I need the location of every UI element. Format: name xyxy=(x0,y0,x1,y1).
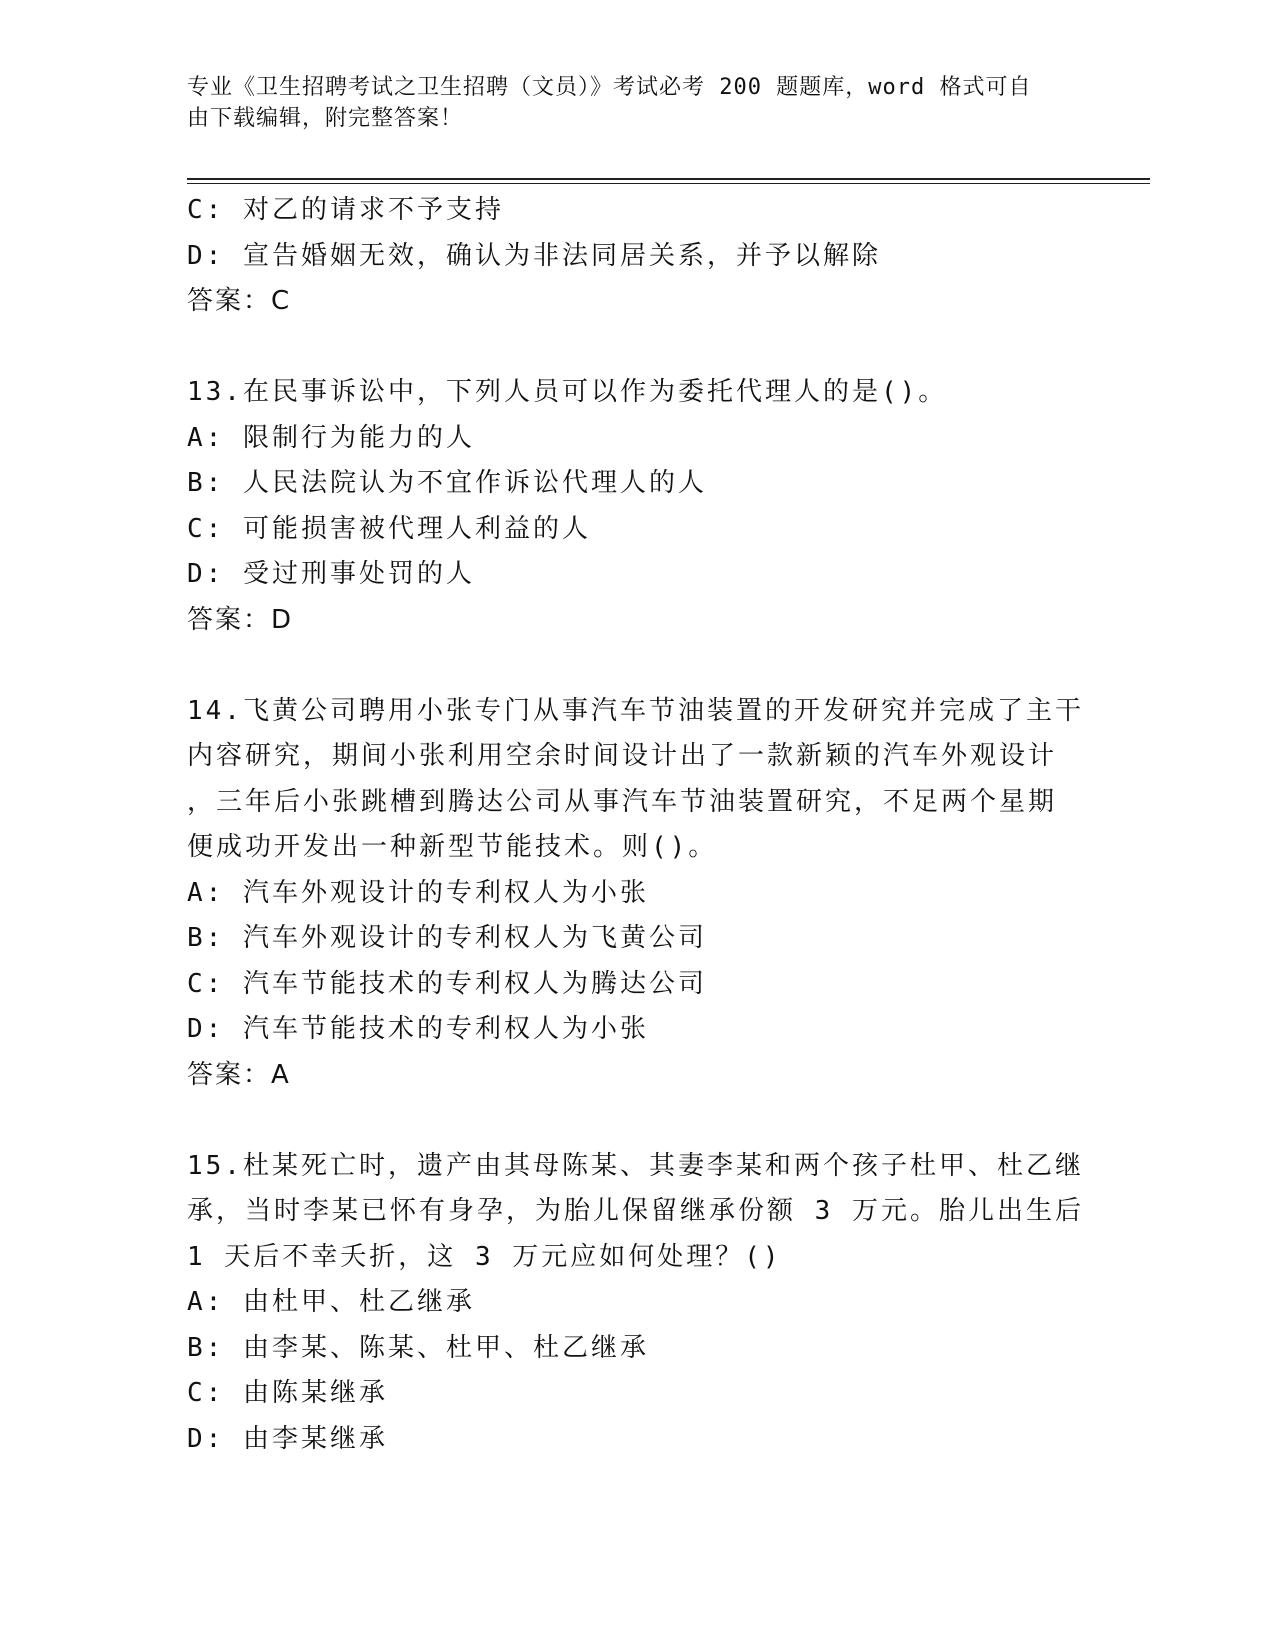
q12-option-d: D: 宣告婚姻无效，确认为非法同居关系，并予以解除 xyxy=(187,240,881,271)
q15-stem-line-2: 承，当时李某已怀有身孕，为胎儿保留继承份额 3 万元。胎儿出生后 xyxy=(187,1196,1084,1226)
header-rule-thick xyxy=(187,178,1150,180)
q14-stem-line-4: 便成功开发出一种新型节能技术。则()。 xyxy=(187,832,718,862)
q14-option-a: A: 汽车外观设计的专利权人为小张 xyxy=(187,877,649,908)
header-line-2: 由下载编辑，附完整答案！ xyxy=(187,106,464,131)
q13-option-a: A: 限制行为能力的人 xyxy=(187,422,475,453)
q14-stem-line-2: 内容研究，期间小张利用空余时间设计出了一款新颖的汽车外观设计 xyxy=(187,741,1058,771)
spacer xyxy=(187,325,1087,371)
q14-option-d: D: 汽车节能技术的专利权人为小张 xyxy=(187,1014,649,1044)
header-rule-thin xyxy=(187,183,1150,184)
spacer xyxy=(187,643,1087,689)
q15-option-a: A: 由杜甲、杜乙继承 xyxy=(187,1287,475,1317)
spacer xyxy=(187,1098,1087,1144)
q15-stem-line-3: 1 天后不幸夭折，这 3 万元应如何处理？() xyxy=(187,1241,782,1272)
question-13 xyxy=(187,370,1087,643)
q14-stem-line-3: ，三年后小张跳槽到腾达公司从事汽车节油装置研究，不足两个星期 xyxy=(187,786,1058,817)
q15-option-b: B: 由李某、陈某、杜甲、杜乙继承 xyxy=(187,1332,649,1363)
page-header xyxy=(187,72,1067,134)
header-line-1: 专业《卫生招聘考试之卫生招聘（文员）》考试必考 200 题题库，word 格式可自 xyxy=(187,75,1032,100)
q13-answer: 答案：D xyxy=(187,604,294,635)
q13-option-c: C: 可能损害被代理人利益的人 xyxy=(187,513,591,544)
question-15 xyxy=(187,1144,1087,1463)
q14-option-b: B: 汽车外观设计的专利权人为飞黄公司 xyxy=(187,923,707,953)
q15-option-d: D: 由李某继承 xyxy=(187,1423,388,1454)
q15-option-c: C: 由陈某继承 xyxy=(187,1378,388,1408)
question-14 xyxy=(187,689,1087,1099)
q15-stem-line-1: 15.杜某死亡时，遗产由其母陈某、其妻李某和两个孩子杜甲、杜乙继 xyxy=(187,1150,1084,1181)
q13-stem: 13.在民事诉讼中，下列人员可以作为委托代理人的是()。 xyxy=(187,377,948,407)
q12-answer: 答案：C xyxy=(187,286,292,316)
q14-answer: 答案：A xyxy=(187,1059,291,1090)
q14-stem-line-1: 14.飞黄公司聘用小张专门从事汽车节油装置的开发研究并完成了主干 xyxy=(187,695,1084,726)
q14-option-c: C: 汽车节能技术的专利权人为腾达公司 xyxy=(187,968,707,999)
question-content xyxy=(187,188,1087,1462)
q13-option-d: D: 受过刑事处罚的人 xyxy=(187,559,475,589)
question-12-tail xyxy=(187,188,1087,325)
q12-option-c: C: 对乙的请求不予支持 xyxy=(187,195,504,225)
q13-option-b: B: 人民法院认为不宜作诉讼代理人的人 xyxy=(187,468,707,498)
